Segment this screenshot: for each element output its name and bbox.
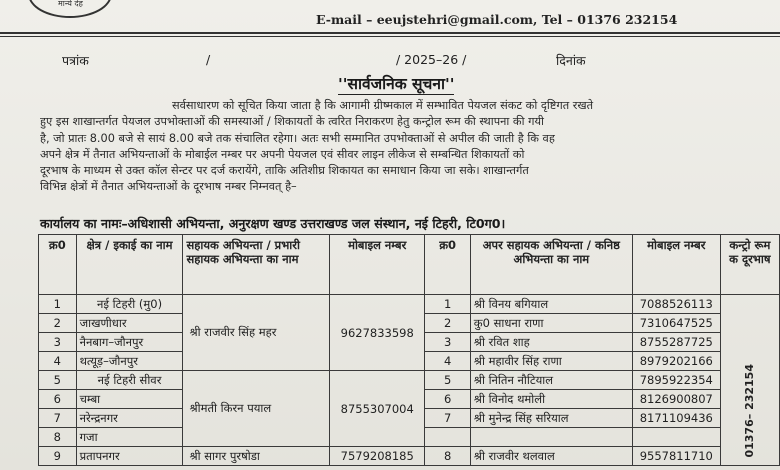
paragraph-line: सर्वसाधारण को सूचित किया जाता है कि आगामी ग्रीष्मकाल में सम्भावित पेयजल संकट को दृष्टिगत रखते — [172, 99, 594, 112]
je-sno: 4 — [425, 352, 470, 371]
header-control-room: कन्ट्रो रूम क दूरभाष — [720, 235, 779, 295]
je-name: श्री मुनेन्द्र सिंह सरियाल — [470, 409, 632, 428]
header-rule — [0, 32, 780, 34]
table-row — [39, 295, 780, 314]
area-sno: 1 — [39, 295, 77, 314]
paragraph-line: है, जो प्रातः 8.00 बजे से सायं 8.00 बजे तक संचालित रहेगा। अतः सभी सम्मानित उपभोक्ताओं से अपील की जाती है कि वह — [40, 131, 555, 145]
je-name: श्री रवित शाह — [470, 333, 632, 352]
paragraph-line: अपने क्षेत्र में तैनात अभियन्ताओं के मोबाईल नम्बर पर अपनी पेयजल एवं सीवर लाइन लीकेज से सम्बन्धित शिकायतों को — [40, 147, 525, 161]
area-name: प्रतापनगर — [76, 447, 183, 466]
header-area: क्षेत्र / इकाई का नाम — [76, 235, 183, 295]
dinank-label: दिनांक — [556, 53, 586, 68]
paragraph-line: विभिन्न क्षेत्रों में तैनात अभियन्ताओं के दूरभाष नम्बर निम्नवत् है– — [40, 180, 297, 194]
je-sno: 8 — [425, 447, 470, 466]
je-name: श्री नितिन नौटियाल — [470, 371, 632, 390]
ae-mobile: 9627833598 — [329, 295, 425, 371]
je-sno — [425, 428, 470, 447]
je-name: श्री विनय बगियाल — [470, 295, 632, 314]
area-name: नैनबाग–जौनपुर — [76, 333, 183, 352]
header-sno-2: क्र0 — [425, 235, 470, 295]
area-name: नई टिहरी (मु0) — [76, 295, 183, 314]
header-assistant-engineer: सहायक अभियन्ता / प्रभारी सहायक अभियन्ता का नाम — [183, 235, 329, 295]
area-sno: 8 — [39, 428, 77, 447]
area-name: चम्बा — [76, 390, 183, 409]
year-label: / 2025–26 / — [396, 52, 467, 67]
area-name: थत्यूड़–जौनपुर — [76, 352, 183, 371]
je-sno: 6 — [425, 390, 470, 409]
area-sno: 4 — [39, 352, 77, 371]
je-mobile: 7088526113 — [632, 295, 720, 314]
ae-mobile: 8755307004 — [329, 371, 425, 447]
office-name: कार्यालय का नामः–अधिशासी अभियन्ता, अनुरक्षण खण्ड उत्तराखण्ड जल संस्थान, नई टिहरी, टि0ग0। — [40, 216, 506, 231]
je-mobile: 7895922354 — [632, 371, 720, 390]
je-mobile: 8171109436 — [632, 409, 720, 428]
je-sno: 5 — [425, 371, 470, 390]
table-row — [39, 371, 780, 390]
area-sno: 3 — [39, 333, 77, 352]
patrank-label: पत्रांक — [62, 53, 89, 68]
header-ae-mobile: मोबाइल नम्बर — [329, 235, 425, 295]
table-row — [39, 447, 780, 466]
je-sno: 3 — [425, 333, 470, 352]
area-sno: 2 — [39, 314, 77, 333]
je-mobile: 9557811710 — [632, 447, 720, 466]
engineer-contact-table — [38, 234, 780, 466]
paragraph-line: हुए इस शाखान्तर्गत पेयजल उपभोक्ताओं की समस्याओं / शिकायतों के त्वरित निराकरण हेतु कन्ट्रोल रूम की स्थापना की गयी — [40, 115, 544, 129]
je-name: श्री राजवीर थलवाल — [470, 447, 632, 466]
je-sno: 2 — [425, 314, 470, 333]
je-name: कु0 साधना राणा — [470, 314, 632, 333]
header-je-mobile: मोबाइल नम्बर — [632, 235, 720, 295]
header-rule-thin — [0, 36, 780, 37]
seal-text: मान्ये देह — [58, 0, 83, 8]
area-sno: 5 — [39, 371, 77, 390]
table-header-row — [39, 235, 780, 295]
area-sno: 7 — [39, 409, 77, 428]
paragraph-line: दूरभाष के माध्यम से उक्त कॉल सेन्टर पर दर्ज करायेंगे, ताकि अतिशीघ्र शिकायत का समाधान किया जा सके। शाखान्तर्गत — [40, 164, 529, 178]
ae-name: श्री राजवीर सिंह महर — [183, 295, 329, 371]
je-sno: 7 — [425, 409, 470, 428]
je-sno: 1 — [425, 295, 470, 314]
header-junior-engineer: अपर सहायक अभियन्ता / कनिष्ठ अभियन्ता का नाम — [470, 235, 632, 295]
area-name: नरेन्द्रनगर — [76, 409, 183, 428]
je-name: श्री महावीर सिंह राणा — [470, 352, 632, 371]
control-room-phone: 01376– 232154 — [743, 364, 757, 458]
header-contact: E-mail – eeujstehri@gmail.com, Tel – 01376 232154 — [316, 12, 678, 27]
je-name — [470, 428, 632, 447]
control-room-phone-cell — [720, 295, 779, 466]
area-sno: 6 — [39, 390, 77, 409]
je-mobile: 7310647525 — [632, 314, 720, 333]
patrank-slash: / — [206, 52, 211, 67]
area-name: नई टिहरी सीवर — [76, 371, 183, 390]
notice-paragraph — [0, 98, 780, 196]
je-mobile: 8126900807 — [632, 390, 720, 409]
notice-title: ''सार्वजनिक सूचना'' — [338, 72, 454, 95]
header-sno: क्र0 — [39, 235, 77, 295]
area-name: जाखणीधार — [76, 314, 183, 333]
area-name: गजा — [76, 428, 183, 447]
ae-name: श्री सागर पुरषोडा — [183, 447, 329, 466]
ae-name: श्रीमती किरन पयाल — [183, 371, 329, 447]
je-mobile: 8755287725 — [632, 333, 720, 352]
area-sno: 9 — [39, 447, 77, 466]
ae-mobile: 7579208185 — [329, 447, 425, 466]
je-mobile: 8979202166 — [632, 352, 720, 371]
je-mobile — [632, 428, 720, 447]
je-name: श्री विनोद थमोली — [470, 390, 632, 409]
